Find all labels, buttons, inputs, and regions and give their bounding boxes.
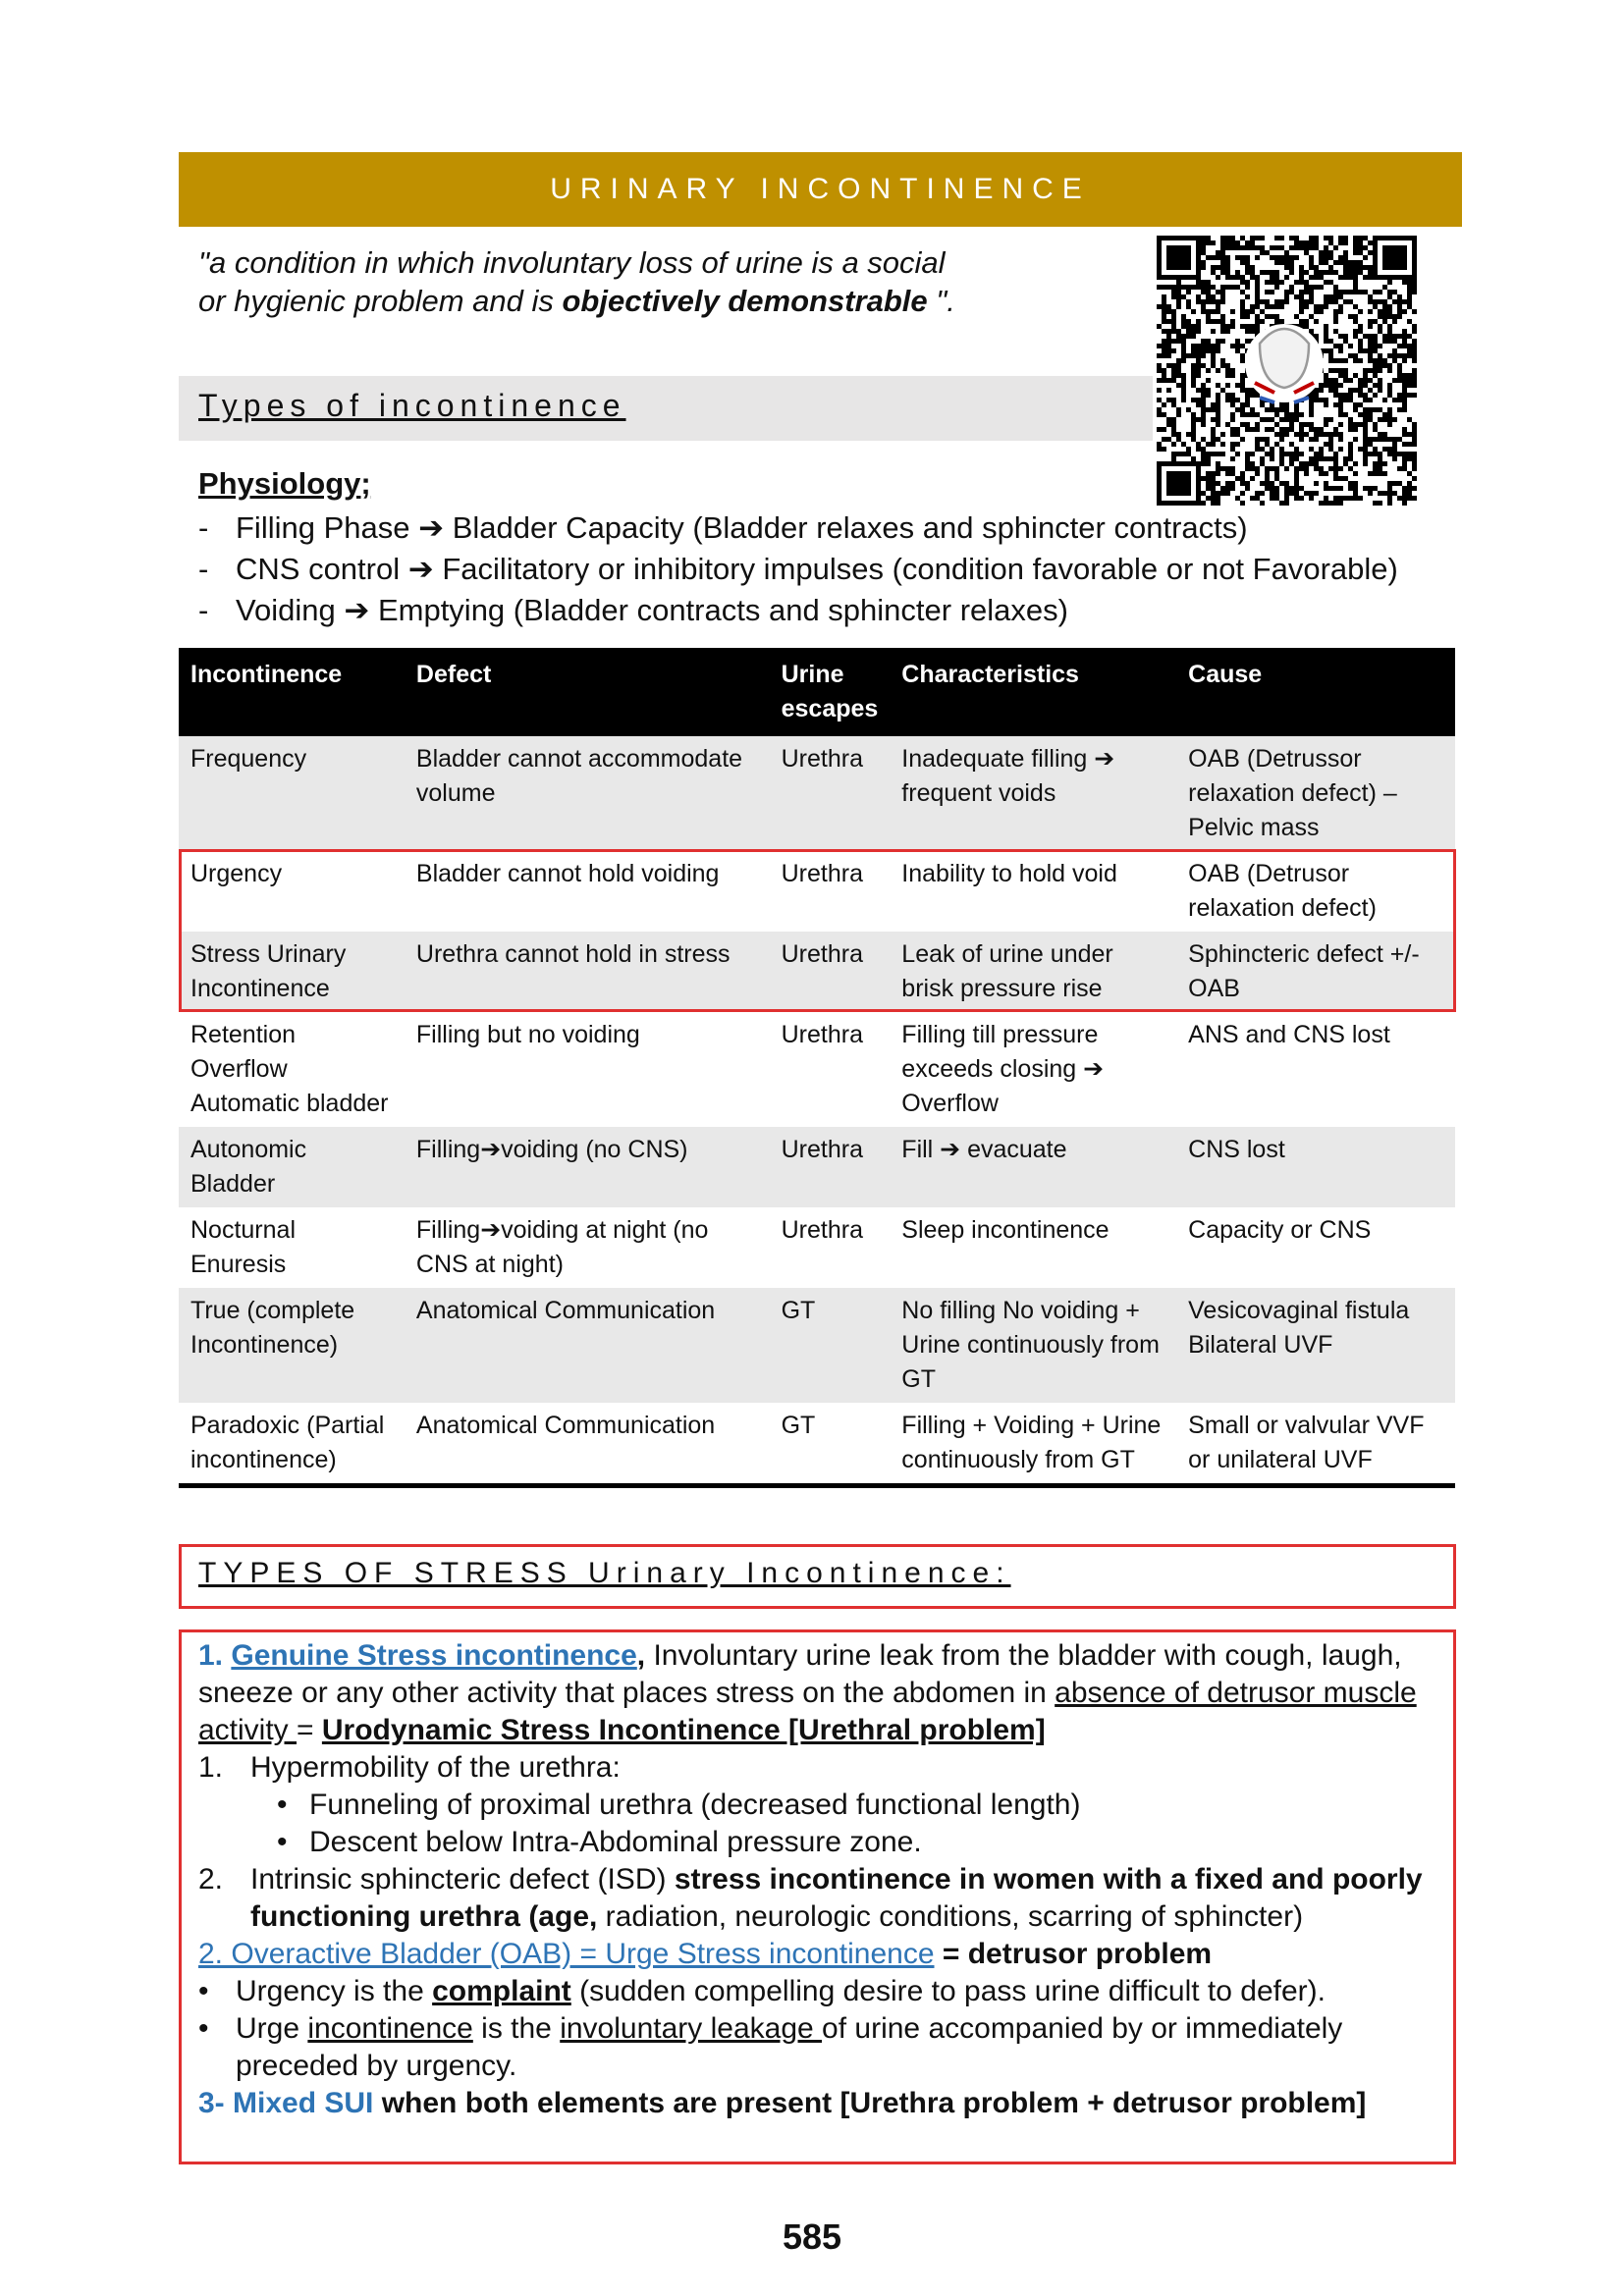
list-item: • Descent below Intra-Abdominal pressure zone.	[277, 1826, 922, 1858]
table-cell: Small or valvular VVF or unilateral UVF	[1176, 1403, 1455, 1486]
table-cell: GT	[770, 1403, 891, 1486]
list-item: • Urge incontinence is the involuntary leakage of urine accompanied by or immediately preceded by urgency.	[198, 2012, 1343, 2082]
table-cell: Filling but no voiding	[415, 1021, 640, 1048]
table-cell: Capacity or CNS	[1188, 1216, 1372, 1244]
physiology-item: - CNS control ➔ Facilitatory or inhibitory impulses (condition favorable or not Favorable)	[198, 552, 1398, 586]
table-cell: Inadequate filling ➔ frequent voids	[890, 736, 1176, 851]
table-cell: Urethra cannot hold in stress	[405, 932, 770, 1012]
table-row	[179, 932, 1455, 1012]
column-header: Defect	[405, 648, 770, 736]
physiology-title: Physiology;	[198, 466, 371, 501]
physiology-item: - Voiding ➔ Emptying (Bladder contracts and sphincter relaxes)	[198, 593, 1068, 627]
table-cell: Urethra	[770, 932, 891, 1012]
mixed-paragraph: 3- Mixed SUI when both elements are present [Urethra problem + detrusor problem]	[198, 2087, 1367, 2119]
table-cell: Inability to hold void	[901, 860, 1117, 887]
table-row	[179, 851, 1455, 932]
table-cell: Filling + Voiding + Urine continuously from GT	[890, 1403, 1176, 1486]
types-heading: Types of incontinence	[198, 388, 626, 423]
stress-types-content	[198, 1637, 1445, 2122]
genuine-link[interactable]: Genuine Stress incontinence	[231, 1639, 637, 1672]
table-cell: Paradoxic (Partial incontinence)	[179, 1403, 405, 1486]
table-cell: True (complete Incontinence)	[179, 1288, 405, 1403]
table-header-row	[179, 648, 1455, 736]
table-cell: Vesicovaginal fistula Bilateral UVF	[1176, 1288, 1455, 1403]
oab-paragraph: 2. Overactive Bladder (OAB) = Urge Stress incontinence = detrusor problem	[198, 1938, 1213, 1970]
table-row	[179, 1288, 1455, 1403]
column-header: Characteristics	[890, 648, 1176, 736]
table-cell: Sleep incontinence	[901, 1216, 1110, 1244]
table-cell: Urethra	[781, 1216, 863, 1244]
table-cell: Urethra	[781, 1021, 863, 1048]
table-cell: Leak of urine under brisk pressure rise	[890, 932, 1176, 1012]
table-cell: ANS and CNS lost	[1188, 1021, 1390, 1048]
table-row	[179, 1207, 1455, 1288]
list-item: • Funneling of proximal urethra (decreased functional length)	[277, 1789, 1081, 1821]
table-cell: OAB (Detrussor relaxation defect) – Pelvic mass	[1176, 736, 1455, 851]
table-cell: Urethra	[770, 1127, 891, 1207]
table-cell: Stress Urinary Incontinence	[179, 932, 405, 1012]
table-cell: No filling No voiding + Urine continuously from GT	[890, 1288, 1176, 1403]
table-cell: Filling➔voiding (no CNS)	[405, 1127, 770, 1207]
table-cell: Bladder cannot hold voiding	[415, 860, 720, 887]
table-row	[179, 1403, 1455, 1486]
table-cell: Urethra	[781, 860, 863, 887]
table-cell: Nocturnal Enuresis	[190, 1216, 296, 1278]
table-cell: Urethra	[770, 736, 891, 851]
page-number: 585	[782, 2216, 842, 2257]
column-header: Urine escapes	[770, 648, 891, 736]
table-row	[179, 1127, 1455, 1207]
list-item: 2. Intrinsic sphincteric defect (ISD) stress incontinence in women with a fixed and poorly functioning urethra (age, radiation, neurologic conditions, scarring of sphincter)	[198, 1863, 1423, 1933]
table-cell: OAB (Detrusor relaxation defect)	[1188, 860, 1377, 922]
table-cell: Frequency	[179, 736, 405, 851]
table-cell: Anatomical Communication	[405, 1288, 770, 1403]
table-cell: Filling➔voiding at night (no CNS at night)	[415, 1216, 709, 1278]
list-item: 1. Hypermobility of the urethra:	[198, 1751, 621, 1784]
incontinence-table	[179, 648, 1455, 1488]
column-header: Cause	[1176, 648, 1455, 736]
table-cell: Fill ➔ evacuate	[890, 1127, 1176, 1207]
definition-quote: "a condition in which involuntary loss of urine is a social or hygienic problem and is objectively demonstrable ".	[198, 245, 955, 318]
table-cell: Anatomical Communication	[405, 1403, 770, 1486]
genuine-paragraph: 1. Genuine Stress incontinence, Involuntary urine leak from the bladder with cough, laugh, sneeze or any other activity that places stress on the abdomen in absence of detrusor muscle activity = Urodynamic Stress Incontinence [Urethral problem]	[198, 1639, 1417, 1746]
table-cell: Bladder cannot accommodate volume	[405, 736, 770, 851]
stress-heading: TYPES OF STRESS Urinary Incontinence:	[198, 1557, 1011, 1589]
table-cell: Urgency	[190, 860, 283, 887]
table-row	[179, 1012, 1455, 1127]
table-cell: CNS lost	[1176, 1127, 1455, 1207]
list-item: • Urgency is the complaint (sudden compelling desire to pass urine difficult to defer).	[198, 1975, 1326, 2007]
table-cell: Sphincteric defect +/- OAB	[1176, 932, 1455, 1012]
physiology-item: - Filling Phase ➔ Bladder Capacity (Bladder relaxes and sphincter contracts)	[198, 510, 1248, 545]
page-header: URINARY INCONTINENCE	[179, 152, 1462, 227]
qr-code-icon	[1157, 236, 1417, 506]
column-header: Incontinence	[179, 648, 405, 736]
oab-link[interactable]: 2. Overactive Bladder (OAB) = Urge Stress incontinence	[198, 1938, 935, 1970]
table-cell: GT	[770, 1288, 891, 1403]
table-cell: Filling till pressure exceeds closing ➔ Overflow	[901, 1021, 1105, 1117]
table-row	[179, 736, 1455, 851]
table-cell: Autonomic Bladder	[179, 1127, 405, 1207]
table-cell: Retention Overflow Automatic bladder	[190, 1021, 389, 1117]
